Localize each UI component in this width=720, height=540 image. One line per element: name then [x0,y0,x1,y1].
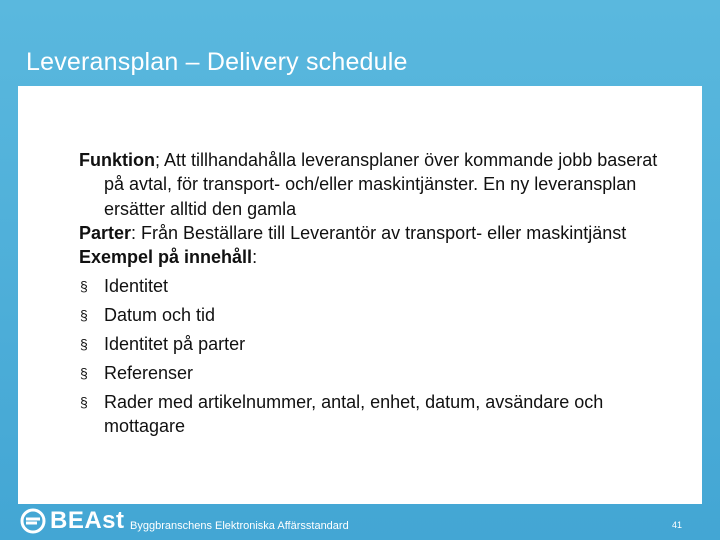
page-number: 41 [672,520,683,530]
beast-logo [20,507,125,535]
bullet-marker: § [80,306,88,323]
bullet-marker: § [80,278,88,295]
list-item [79,332,679,356]
bullet-marker: § [80,393,88,410]
exempel-paragraph [79,245,679,269]
list-item [79,390,679,439]
list-item [79,274,679,298]
slide-title: Leveransplan – Delivery schedule [26,48,408,76]
bullet-marker: § [80,335,88,352]
exempel-label: Exempel på innehåll [79,247,253,268]
logo-text: BEAst [50,507,125,534]
parter-label: Parter [79,222,132,243]
list-item [79,361,679,385]
bullet-marker: § [80,364,88,381]
funktion-paragraph [79,148,679,221]
list-item-text: Datum och tid [104,304,216,325]
beast-logo-icon [20,508,46,534]
list-item-text: Referenser [104,362,194,383]
list-item-text: Rader med artikelnummer, antal, enhet, datum, avsändare och mottagare [104,391,604,436]
list-item-text: Identitet [104,276,169,297]
footer-tagline: Byggbranschens Elektroniska Affärsstandard [130,520,349,532]
list-item [79,303,679,327]
funktion-text: ; Att tillhandahålla leveransplaner över kommande jobb baserat på avtal, för transport- och/eller maskintjänster. En ny leveransplan ersätter alltid den gamla [104,150,658,219]
funktion-label: Funktion [79,150,155,170]
list-item-text: Identitet på parter [104,333,246,354]
parter-paragraph [79,221,679,245]
slide-content [79,148,679,438]
parter-text: : Från Beställare till Leverantör av transport- eller maskintjänst [131,222,627,243]
exempel-colon: : [252,247,258,268]
